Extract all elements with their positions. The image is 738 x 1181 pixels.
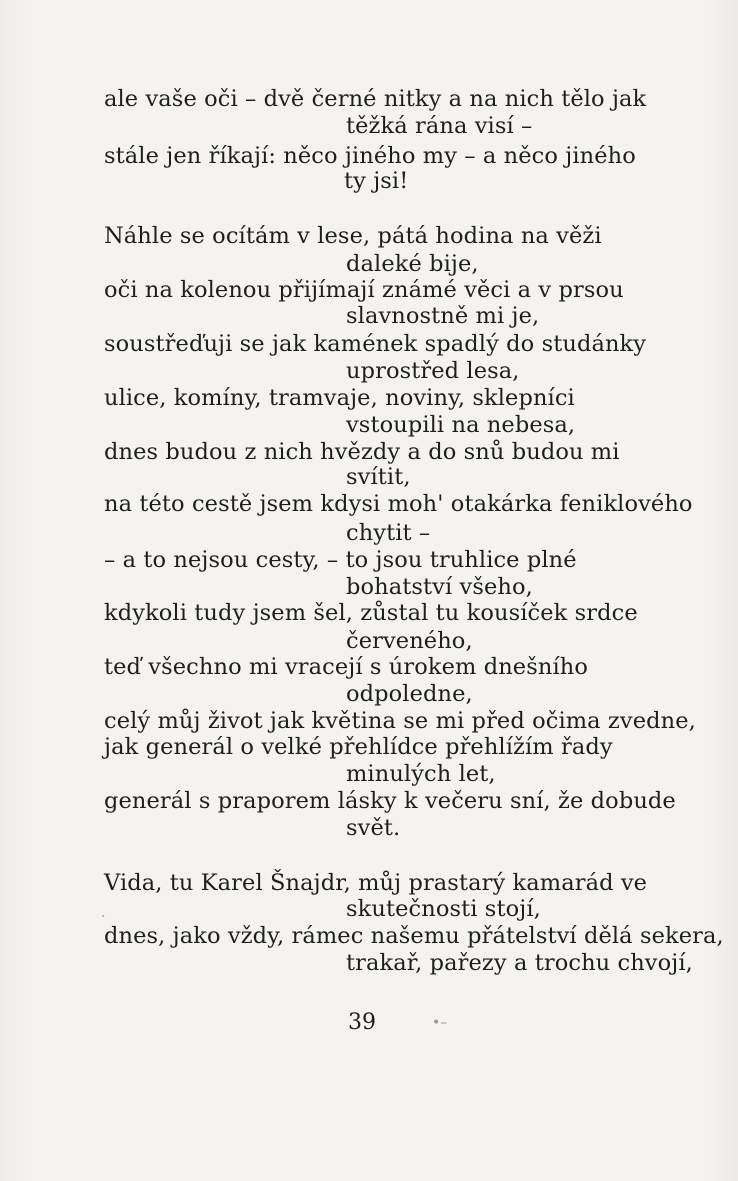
poem-line: slavnostně mi je,	[346, 303, 540, 329]
poem-line: červeného,	[346, 628, 473, 654]
poem-line: Náhle se ocítám v lese, pátá hodina na věži	[104, 223, 602, 249]
poem-line: dnes budou z nich hvězdy a do snů budou mi	[104, 439, 620, 465]
poem-line: celý můj život jak květina se mi před očima zvedne,	[104, 708, 696, 734]
poem-line: ty jsi!	[344, 168, 409, 194]
stray-mark: .	[101, 905, 106, 921]
poem-line: oči na kolenou přijímají známé věci a v prsou	[104, 277, 624, 303]
poem-line: – a to nejsou cesty, – to jsou truhlice plné	[104, 547, 577, 573]
poem-line: na této cestě jsem kdysi moh' otakárka feniklového	[104, 491, 693, 517]
page-number: 39	[348, 1010, 376, 1035]
poem-line: těžká rána visí –	[346, 113, 533, 139]
poem-line: svět.	[346, 815, 401, 841]
poem-line: soustřeďuji se jak kamének spadlý do studánky	[104, 331, 647, 357]
poem-line: bohatství všeho,	[346, 574, 533, 600]
poem-line: daleké bije,	[346, 251, 479, 277]
poem-line: vstoupili na nebesa,	[346, 412, 576, 438]
poem-line: chytit –	[346, 520, 431, 546]
poem-line: odpoledne,	[346, 681, 473, 707]
poem-line: skutečnosti stojí,	[346, 896, 541, 922]
poem-line: minulých let,	[346, 761, 496, 787]
poem-line: dnes, jako vždy, rámec našemu přátelství dělá sekera,	[104, 923, 724, 949]
poem-line: uprostřed lesa,	[346, 358, 520, 384]
poem-line: ulice, komíny, tramvaje, noviny, sklepníci	[104, 385, 575, 411]
poem-line: svítit,	[346, 464, 411, 490]
poem-line: generál s praporem lásky k večeru sní, že dobude	[104, 788, 676, 814]
poem-line: teď všechno mi vracejí s úrokem dnešního	[104, 654, 588, 680]
stray-mark: •–	[432, 1015, 448, 1031]
poem-line: kdykoli tudy jsem šel, zůstal tu kousíček srdce	[104, 600, 638, 626]
poem-line: ale vaše oči – dvě černé nitky a na nich tělo jak	[104, 86, 647, 112]
poem-line: trakař, pařezy a trochu chvojí,	[346, 950, 693, 976]
poem-line: stále jen říkají: něco jiného my – a něco jiného	[104, 143, 636, 169]
poem-line: Vida, tu Karel Šnajdr, můj prastarý kamarád ve	[104, 870, 648, 896]
poem-line: jak generál o velké přehlídce přehlížím řady	[104, 734, 613, 760]
